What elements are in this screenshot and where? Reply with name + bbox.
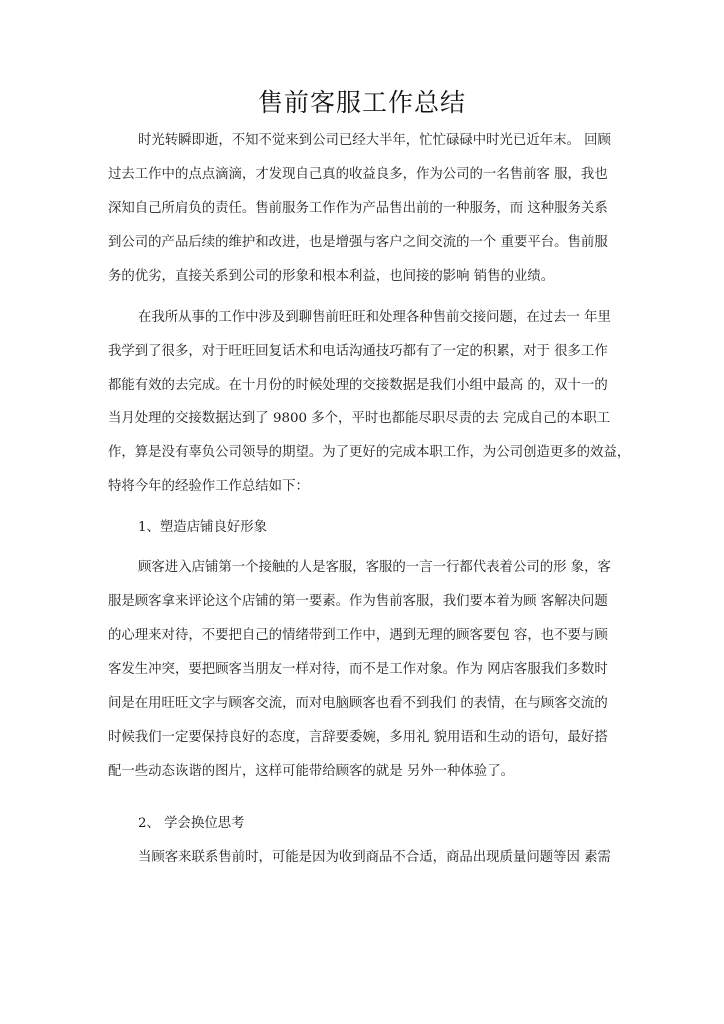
paragraph-line: 深知自己所肩负的责任。售前服务工作作为产品售出前的一种服务，而 这种服务关系 bbox=[108, 201, 608, 216]
paragraph-line: 当月处理的交接数据达到了 9800 多个，平时也都能尽职尽责的去 完成自己的本职工 bbox=[108, 411, 611, 426]
paragraph-line: 都能有效的去完成。在十月份的时候处理的交接数据是我们小组中最高 的，双十一的 bbox=[108, 378, 608, 393]
paragraph-line: 的心理来对待，不要把自己的情绪带到工作中，遇到无理的顾客要包 容，也不要与顾 bbox=[108, 628, 608, 643]
paragraph-line: 间是在用旺旺文字与顾客交流，而对电脑顾客也看不到我们 的表情，在与顾客交流的 bbox=[108, 696, 608, 711]
paragraph-line: 配一些动态诙谐的图片，这样可能带给顾客的就是 另外一种体验了。 bbox=[108, 764, 514, 779]
paragraph-line: 时候我们一定要保持良好的态度，言辞要委婉，多用礼 貌用语和生动的语句，最好搭 bbox=[108, 730, 608, 745]
paragraph-line: 务的优劣，直接关系到公司的形象和根本利益，也间接的影响 销售的业绩。 bbox=[108, 269, 555, 284]
paragraph-line: 过去工作中的点点滴滴，才发现自己真的收益良多，作为公司的一名售前客 服，我也 bbox=[108, 167, 608, 182]
paragraph-line: 在我所从事的工作中涉及到聊售前旺旺和处理各种售前交接问题，在过去一 年里 bbox=[138, 310, 611, 325]
paragraph-line: 服是顾客拿来评论这个店铺的第一要素。作为售前客服，我们要本着为顾 客解决问题 bbox=[108, 594, 608, 609]
paragraph-line: 到公司的产品后续的维护和改进，也是增强与客户之间交流的一个 重要平台。售前服 bbox=[108, 235, 608, 250]
paragraph-line: 特将今年的经验作工作总结如下： bbox=[108, 479, 309, 494]
paragraph-line: 我学到了很多，对于旺旺回复话术和电话沟通技巧都有了一定的积累，对于 很多工作 bbox=[108, 344, 608, 359]
section-heading: 1、塑造店铺良好形象 bbox=[138, 520, 268, 535]
paragraph-line: 顾客进入店铺第一个接触的人是客服，客服的一言一行都代表着公司的形 象，客 bbox=[138, 560, 611, 575]
paragraph-line: 作，算是没有辜负公司领导的期望。为了更好的完成本职工作，为公司创造更多的效益， bbox=[108, 445, 631, 460]
page-title: 售前客服工作总结 bbox=[257, 88, 466, 117]
paragraph-line: 客发生冲突，要把顾客当朋友一样对待，而不是工作对象。作为 网店客服我们多数时 bbox=[108, 662, 608, 677]
paragraph-line: 时光转瞬即逝，不知不觉来到公司已经大半年，忙忙碌碌中时光已近年末。 回顾 bbox=[138, 133, 611, 148]
paragraph-line: 当顾客来联系售前时，可能是因为收到商品不合适，商品出现质量问题等因 素需 bbox=[138, 850, 611, 865]
section-heading: 2、 学会换位思考 bbox=[138, 816, 245, 831]
